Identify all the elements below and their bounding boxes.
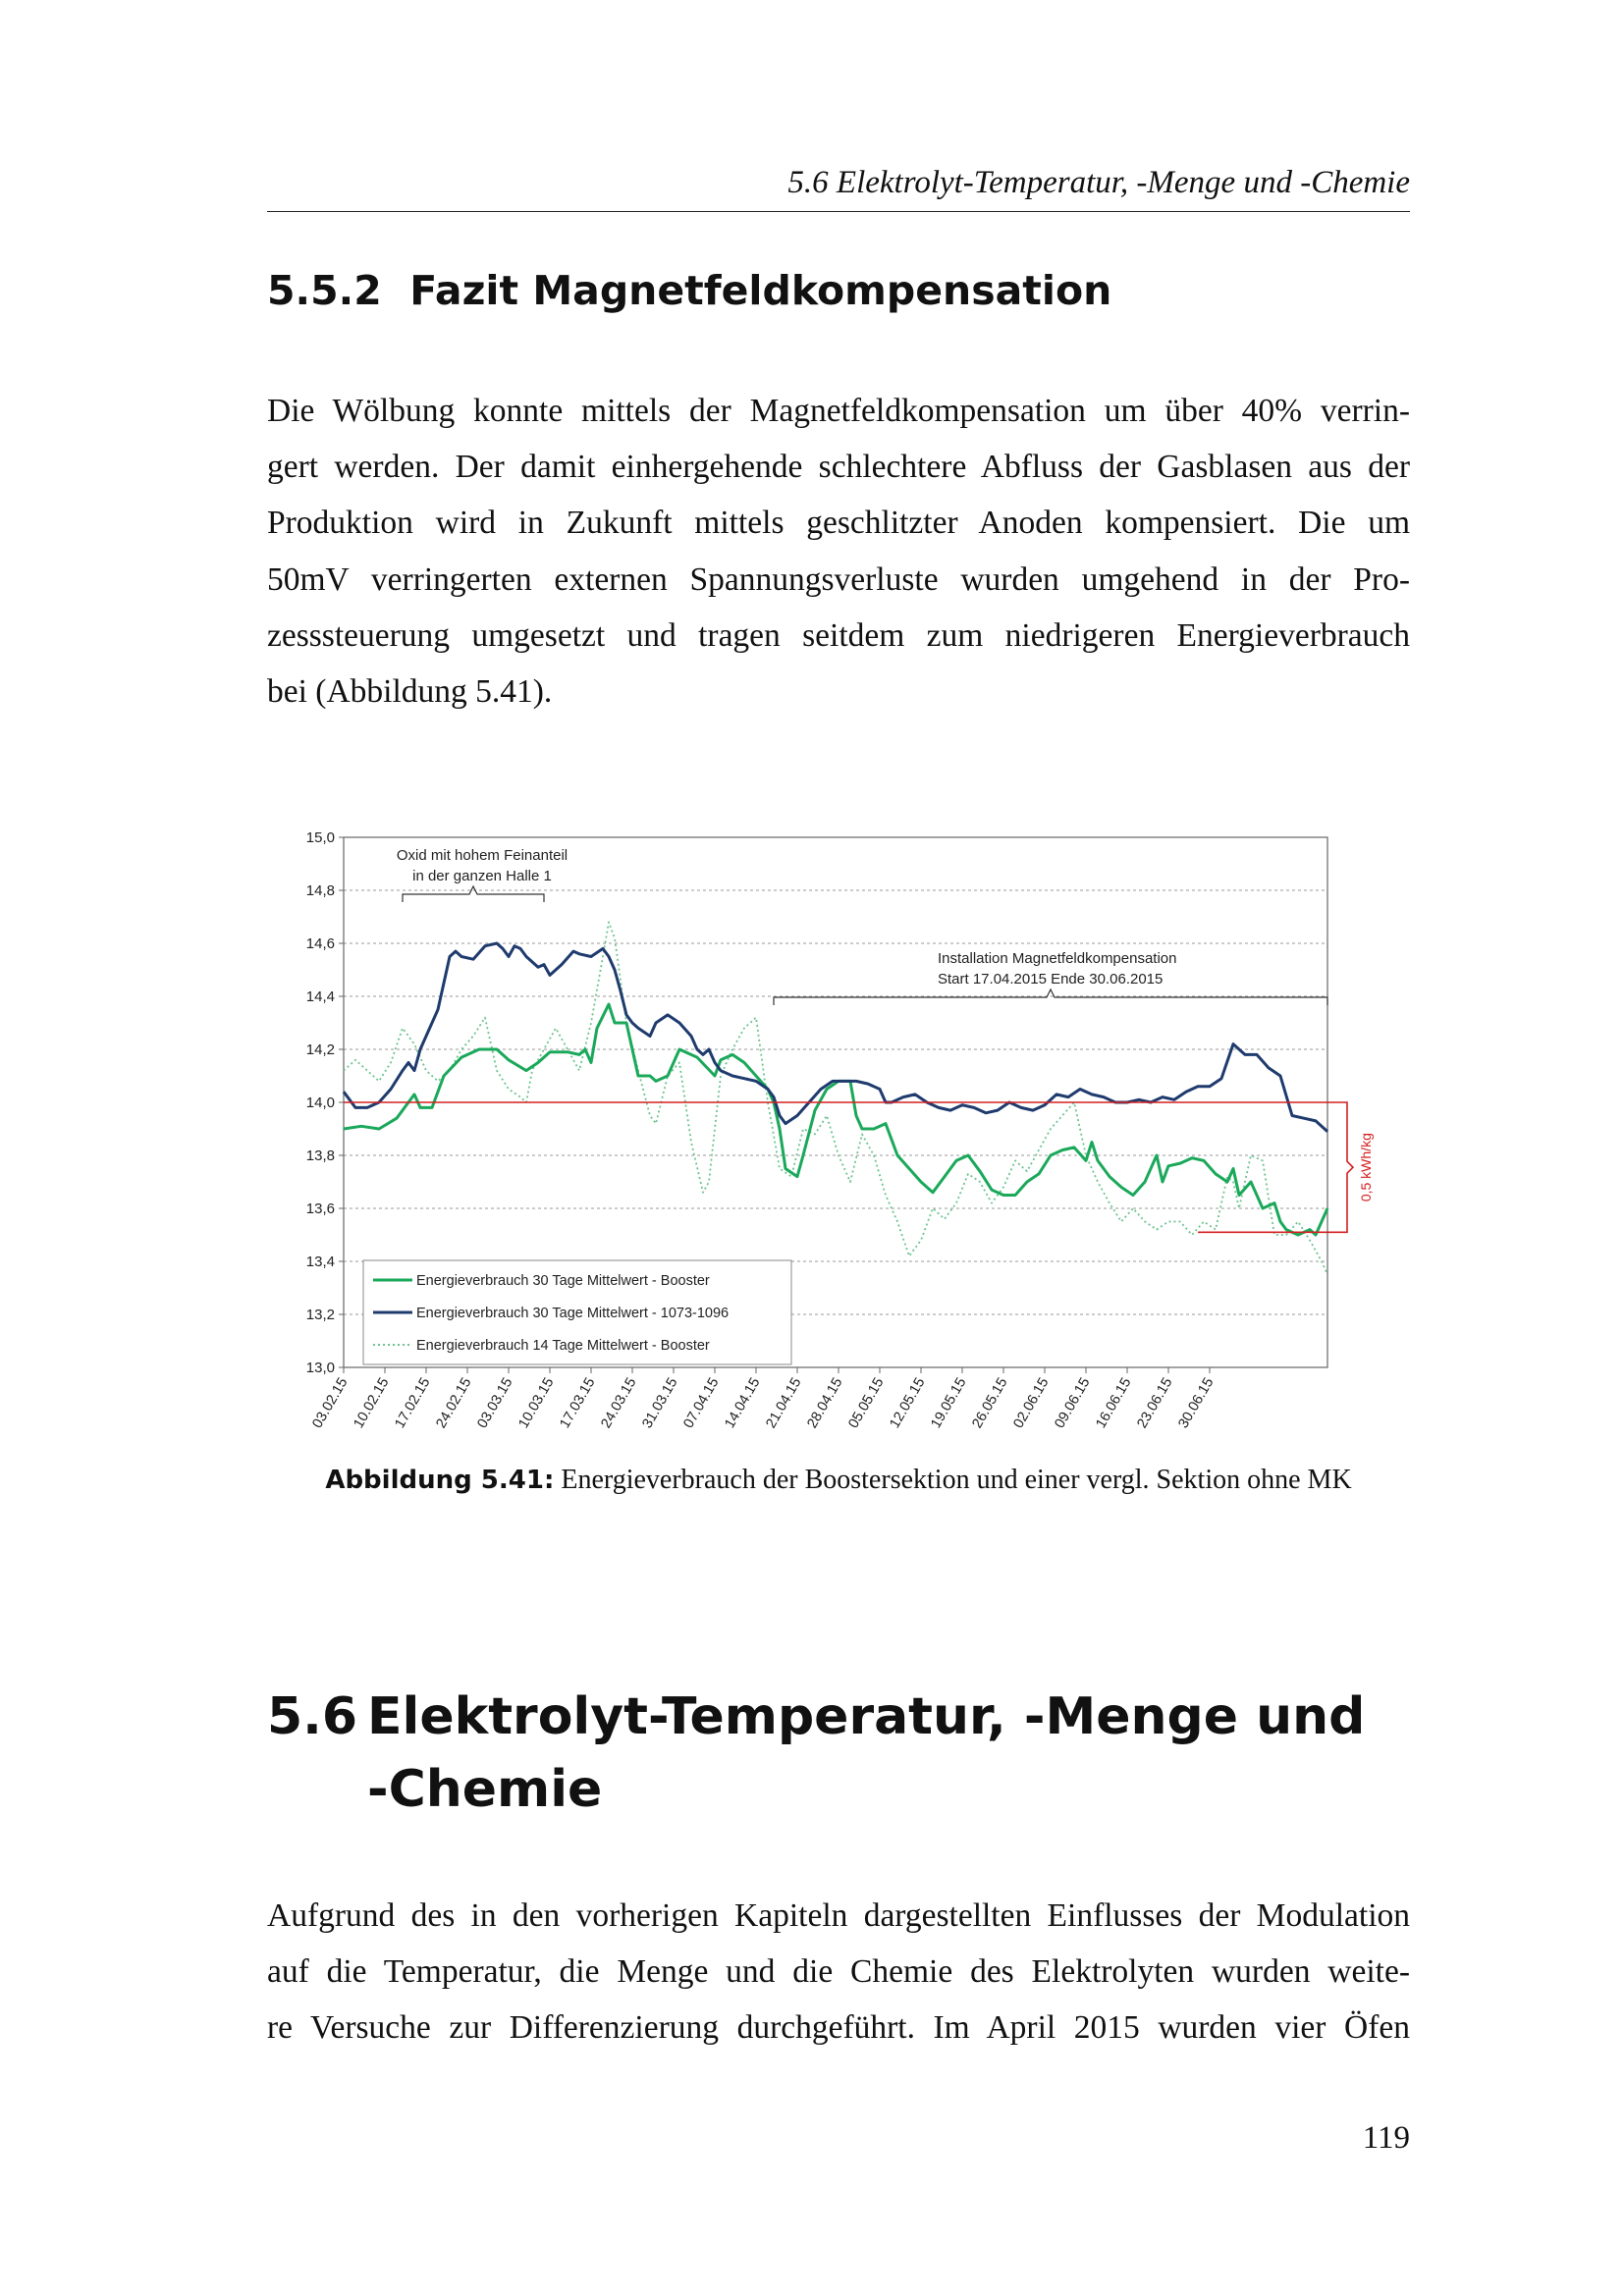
section-number: 5.6 bbox=[267, 1687, 358, 1746]
legend-label-booster-14: Energieverbrauch 14 Tage Mittelwert - Booster bbox=[416, 1338, 710, 1354]
reference-lines bbox=[344, 1102, 1341, 1232]
y-tick-label: 13,2 bbox=[305, 1307, 335, 1323]
series-lines bbox=[344, 922, 1327, 1274]
figure-caption bbox=[267, 1465, 1410, 1496]
paragraph-line: Aufgrund des in den vorherigen Kapiteln dargestellten Einflusses der Modulation bbox=[267, 1897, 1410, 1934]
x-tick-label: 30.06.15 bbox=[1175, 1375, 1218, 1431]
legend bbox=[363, 1260, 791, 1364]
x-tick-label: 24.02.15 bbox=[433, 1375, 475, 1431]
running-head: 5.6 Elektrolyt-Temperatur, -Menge und -Chemie bbox=[267, 165, 1410, 212]
chart-svg bbox=[290, 823, 1399, 1466]
x-tick-label: 09.06.15 bbox=[1052, 1375, 1094, 1431]
x-tick-label: 31.03.15 bbox=[639, 1375, 681, 1431]
y-tick-label: 14,4 bbox=[305, 988, 335, 1005]
x-tick-label: 28.04.15 bbox=[804, 1375, 846, 1431]
legend-label-booster-30: Energieverbrauch 30 Tage Mittelwert - Booster bbox=[416, 1273, 710, 1289]
y-tick-label: 15,0 bbox=[305, 829, 335, 846]
x-tick-label: 16.06.15 bbox=[1093, 1375, 1135, 1431]
section-heading-5-5-2 bbox=[267, 267, 1410, 314]
y-axis bbox=[306, 829, 344, 1376]
x-tick-label: 10.03.15 bbox=[515, 1375, 558, 1431]
x-tick-label: 24.03.15 bbox=[598, 1375, 640, 1431]
x-tick-label: 03.03.15 bbox=[474, 1375, 516, 1431]
x-tick-label: 26.05.15 bbox=[969, 1375, 1011, 1431]
paragraph-line: re Versuche zur Differenzierung durchgeführt. Im April 2015 wurden vier Öfen bbox=[267, 2009, 1410, 2047]
paragraph-fazit bbox=[267, 383, 1410, 720]
section-title-line2: -Chemie bbox=[367, 1760, 603, 1819]
paragraph-line: auf die Temperatur, die Menge und die Chemie des Elektrolyten wurden weite- bbox=[267, 1953, 1410, 1991]
x-tick-label: 02.06.15 bbox=[1010, 1375, 1053, 1431]
legend-label-section-30: Energieverbrauch 30 Tage Mittelwert - 1073-1096 bbox=[416, 1306, 730, 1321]
section-number: 5.5.2 bbox=[267, 267, 382, 314]
x-tick-label: 23.06.15 bbox=[1134, 1375, 1176, 1431]
paragraph-line: zesssteuerung umgesetzt und tragen seitdem zum niedrigeren Energieverbrauch bbox=[267, 616, 1410, 654]
paragraph-line: Produktion wird in Zukunft mittels geschlitzter Anoden kompensiert. Die um bbox=[267, 505, 1410, 542]
paragraph-line: 50mV verringerten externen Spannungsverluste wurden umgehend in der Pro- bbox=[267, 561, 1410, 598]
y-tick-label: 14,0 bbox=[305, 1095, 335, 1111]
brace-oxid bbox=[403, 886, 544, 902]
section-heading-5-6 bbox=[267, 1681, 1410, 1826]
paragraph-line: Die Wölbung konnte mittels der Magnetfeldkompensation um über 40% verrin- bbox=[267, 393, 1410, 429]
figure-caption-text: Energieverbrauch der Boostersektion und einer vergl. Sektion ohne MK bbox=[561, 1465, 1352, 1495]
brace-delta bbox=[1341, 1102, 1353, 1232]
series-line bbox=[344, 1004, 1327, 1235]
x-tick-label: 05.05.15 bbox=[845, 1375, 888, 1431]
x-tick-label: 19.05.15 bbox=[928, 1375, 970, 1431]
y-tick-label: 14,8 bbox=[305, 882, 335, 899]
y-tick-label: 13,4 bbox=[305, 1254, 335, 1270]
x-tick-label: 03.02.15 bbox=[309, 1375, 352, 1431]
x-tick-label: 17.03.15 bbox=[557, 1375, 599, 1431]
y-tick-label: 13,6 bbox=[305, 1201, 335, 1217]
paragraph-line: gert werden. Der damit einhergehende schlechtere Abfluss der Gasblasen aus der bbox=[267, 449, 1410, 486]
section-title: Fazit Magnetfeldkompensation bbox=[409, 267, 1112, 314]
y-tick-label: 13,0 bbox=[305, 1360, 335, 1376]
annotation-oxid bbox=[397, 847, 568, 902]
annotation-oxid-line2: in der ganzen Halle 1 bbox=[412, 868, 552, 884]
x-tick-label: 07.04.15 bbox=[680, 1375, 723, 1431]
annotation-install-line2: Start 17.04.2015 Ende 30.06.2015 bbox=[938, 971, 1164, 988]
section-title-line1: Elektrolyt-Temperatur, -Menge und bbox=[367, 1687, 1366, 1746]
annotation-delta bbox=[1341, 1102, 1374, 1232]
y-tick-label: 14,6 bbox=[305, 935, 335, 952]
x-tick-label: 10.02.15 bbox=[351, 1375, 393, 1431]
page-number: 119 bbox=[1362, 2120, 1410, 2156]
paragraph-elektrolyt bbox=[267, 1888, 1410, 2056]
x-axis bbox=[309, 1367, 1217, 1431]
annotation-oxid-line1: Oxid mit hohem Feinanteil bbox=[396, 847, 568, 864]
annotation-install-line1: Installation Magnetfeldkompensation bbox=[938, 950, 1177, 967]
y-tick-label: 13,8 bbox=[305, 1148, 335, 1164]
energy-consumption-chart bbox=[290, 823, 1399, 1466]
series-line bbox=[344, 922, 1327, 1274]
figure-label: Abbildung 5.41: bbox=[325, 1466, 555, 1495]
x-tick-label: 14.04.15 bbox=[722, 1375, 764, 1431]
series-line bbox=[344, 943, 1327, 1132]
paragraph-line: bei (Abbildung 5.41). bbox=[267, 673, 553, 711]
annotation-delta-label: 0,5 kWh/kg bbox=[1358, 1133, 1374, 1202]
x-tick-label: 12.05.15 bbox=[887, 1375, 929, 1431]
y-tick-label: 14,2 bbox=[305, 1041, 335, 1058]
x-tick-label: 17.02.15 bbox=[392, 1375, 434, 1431]
brace-installation bbox=[774, 989, 1327, 1005]
x-tick-label: 21.04.15 bbox=[763, 1375, 805, 1431]
annotation-installation bbox=[774, 950, 1327, 1005]
